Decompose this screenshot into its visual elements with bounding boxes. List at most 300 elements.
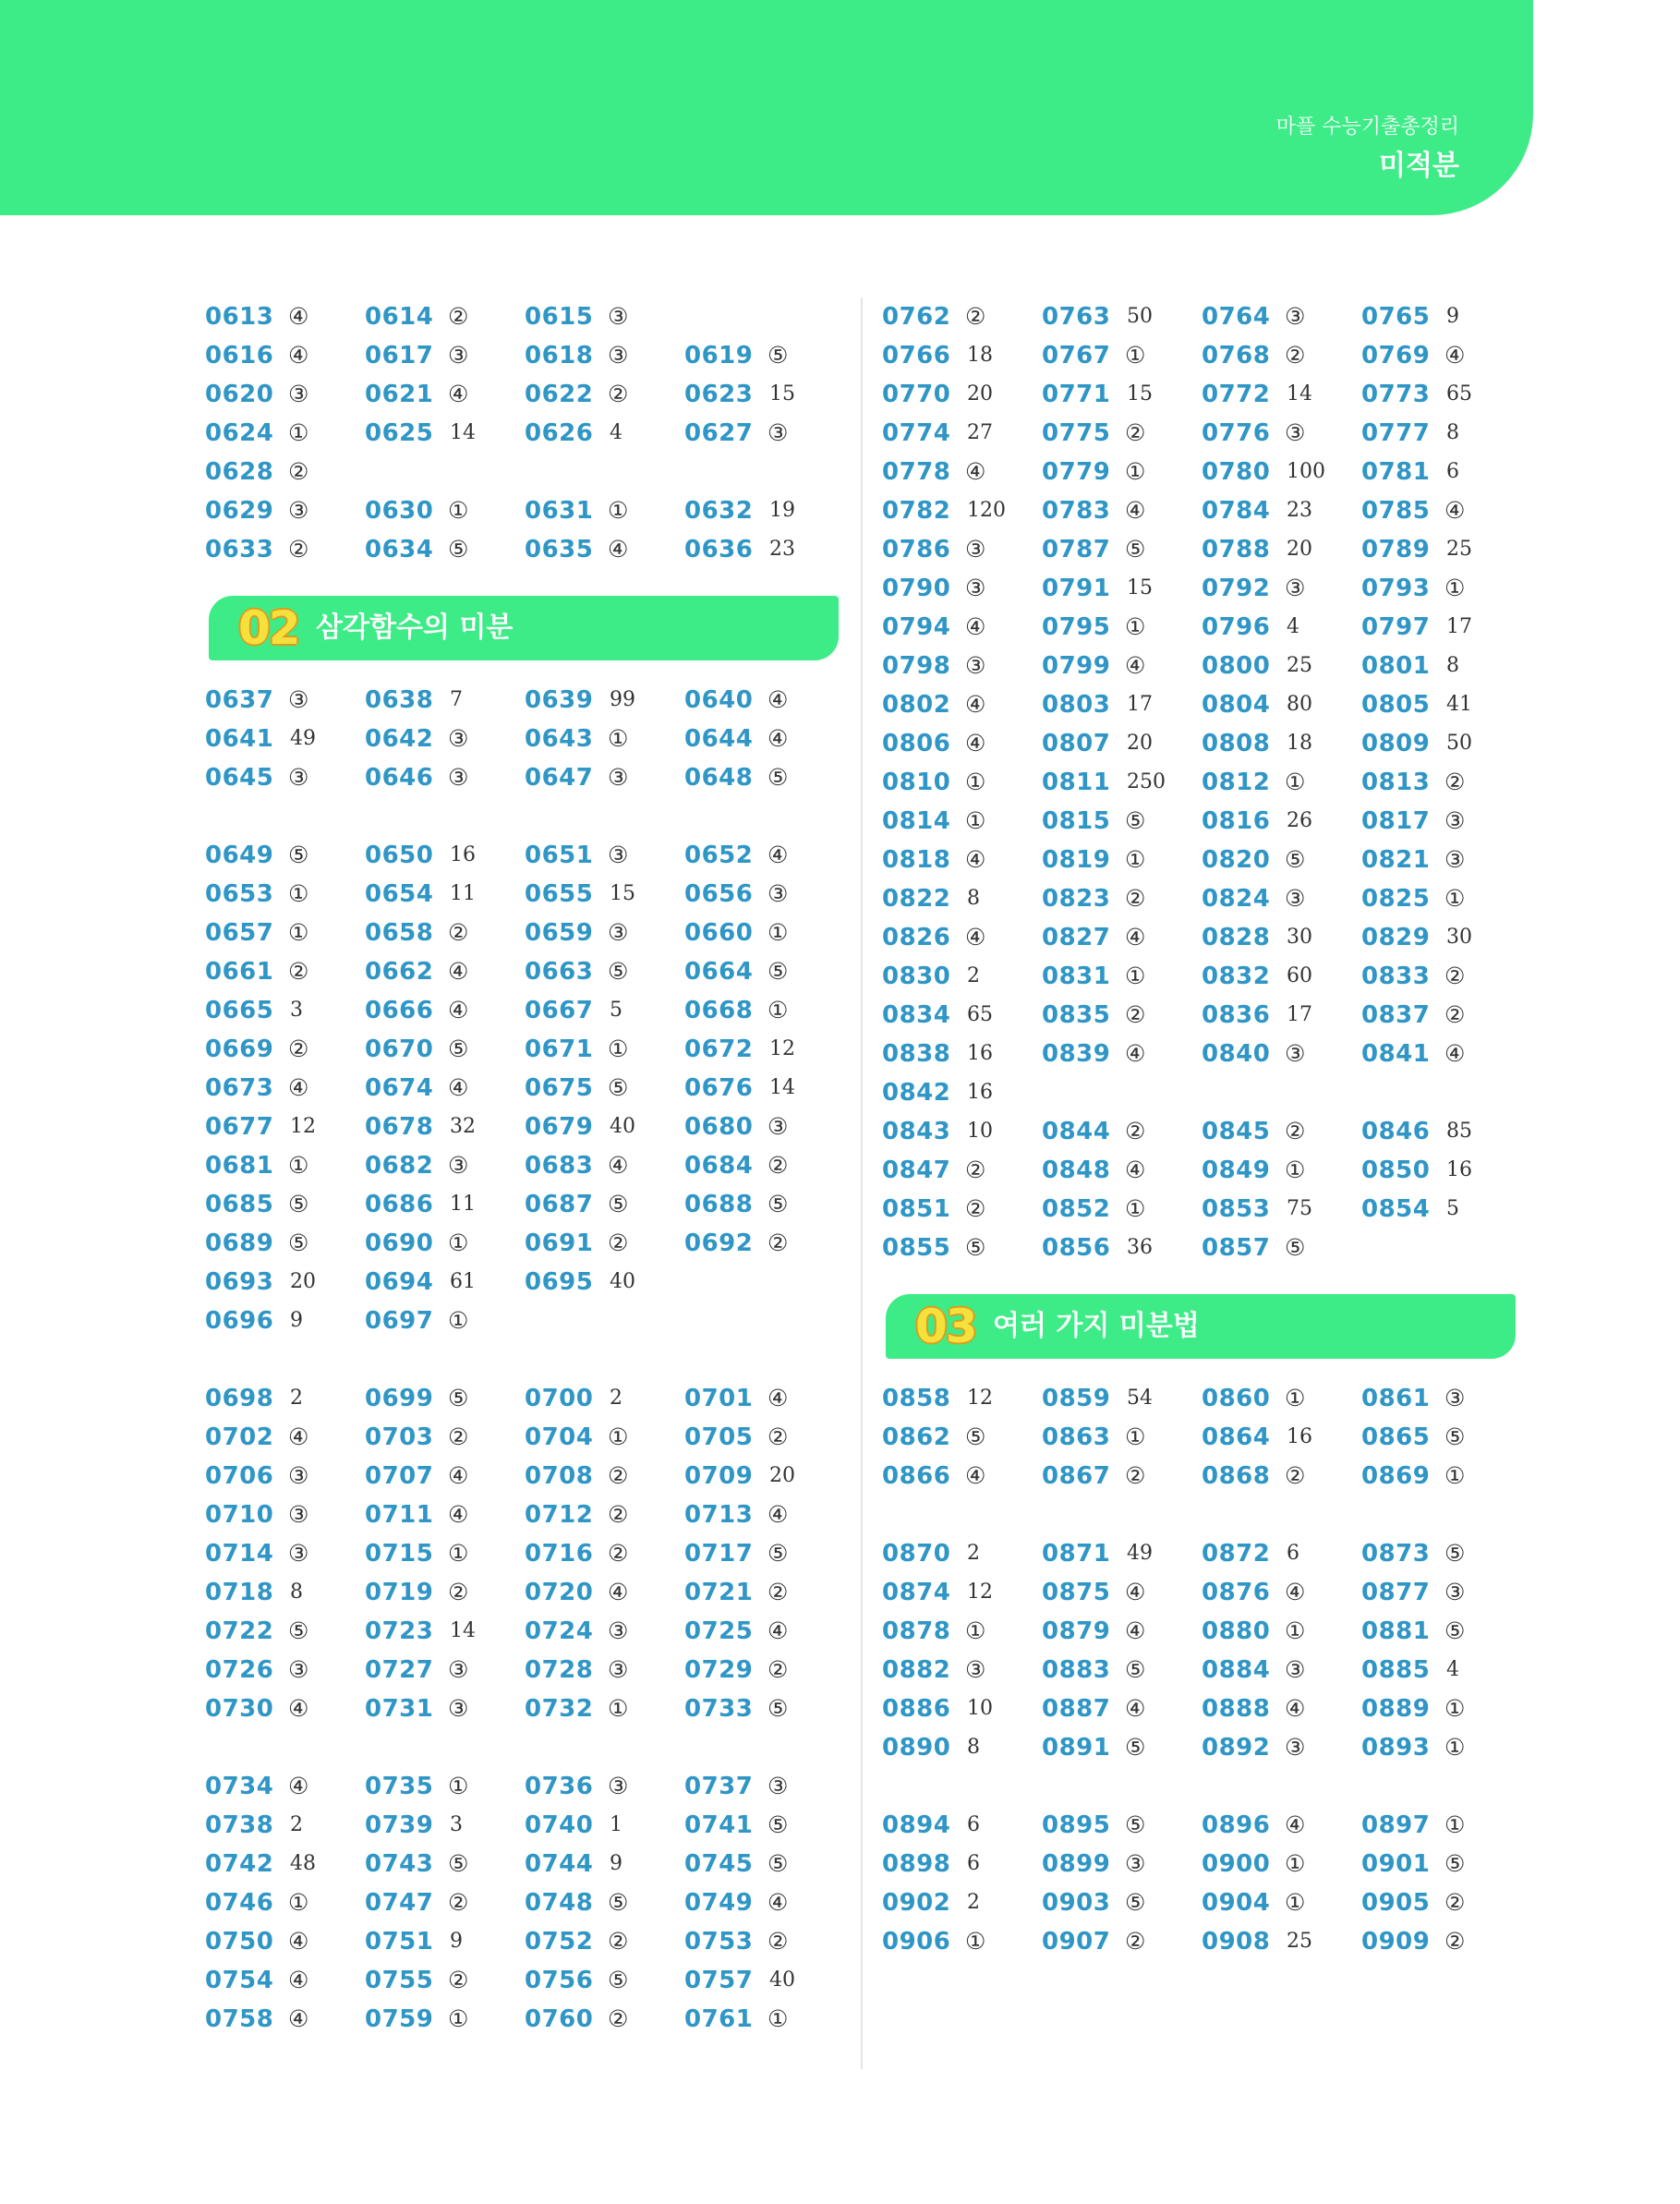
answer-entry bbox=[684, 1224, 844, 1263]
problem-number: 0841 bbox=[1361, 1040, 1431, 1068]
answer-row bbox=[882, 957, 1547, 996]
problem-number: 0733 bbox=[684, 1695, 754, 1723]
answer-value: ④ bbox=[448, 1074, 469, 1101]
answer-entry bbox=[1361, 569, 1521, 608]
answer-value: 65 bbox=[967, 1003, 993, 1026]
answer-entry bbox=[1361, 918, 1521, 957]
answer-value: ④ bbox=[448, 381, 469, 407]
answer-value: ③ bbox=[608, 919, 629, 946]
answer-entry bbox=[365, 1767, 525, 1806]
problem-number: 0682 bbox=[365, 1152, 434, 1180]
problem-number: 0904 bbox=[1202, 1889, 1271, 1917]
answer-row bbox=[882, 841, 1547, 879]
problem-number: 0639 bbox=[525, 686, 594, 714]
answer-row bbox=[882, 1651, 1547, 1689]
answer-entry bbox=[1361, 879, 1521, 918]
answer-entry bbox=[205, 1689, 365, 1728]
answer-value: ② bbox=[608, 381, 629, 407]
answer-value: ② bbox=[1444, 1928, 1466, 1955]
problem-number: 0824 bbox=[1202, 885, 1271, 913]
answer-value: 15 bbox=[769, 382, 795, 406]
problem-number: 0753 bbox=[684, 1928, 754, 1956]
answer-entry bbox=[365, 1689, 525, 1728]
answer-entry bbox=[365, 914, 525, 952]
problem-number: 0809 bbox=[1361, 730, 1431, 757]
answer-entry bbox=[882, 996, 1042, 1035]
answer-value: ② bbox=[288, 1035, 309, 1062]
problem-number: 0692 bbox=[684, 1229, 754, 1257]
answer-value: ④ bbox=[965, 613, 986, 640]
answer-entry bbox=[365, 952, 525, 991]
problem-number: 0699 bbox=[365, 1385, 434, 1412]
answer-value: ① bbox=[965, 1928, 986, 1955]
answer-row bbox=[205, 1767, 870, 1806]
answer-value: 16 bbox=[967, 1042, 993, 1065]
answer-value: ④ bbox=[767, 1501, 789, 1528]
answer-entry bbox=[1202, 297, 1361, 336]
answer-entry bbox=[882, 336, 1042, 375]
problem-number: 0718 bbox=[205, 1579, 274, 1606]
answer-entry bbox=[882, 1806, 1042, 1845]
answer-value: 20 bbox=[1127, 732, 1153, 755]
answer-entry bbox=[205, 491, 365, 530]
answer-entry bbox=[365, 1379, 525, 1418]
answer-value: 3 bbox=[290, 999, 303, 1022]
problem-number: 0771 bbox=[1042, 381, 1111, 408]
problem-number: 0641 bbox=[205, 725, 274, 753]
problem-number: 0656 bbox=[684, 880, 754, 908]
answer-entry bbox=[205, 952, 365, 991]
answer-value: ④ bbox=[288, 2005, 309, 2032]
answer-value: ② bbox=[608, 1928, 629, 1955]
answer-value: ① bbox=[608, 497, 629, 524]
answer-entry bbox=[1042, 336, 1202, 375]
answer-entry bbox=[525, 875, 684, 914]
answer-value: ① bbox=[1285, 1156, 1306, 1183]
problem-number: 0785 bbox=[1361, 497, 1431, 525]
answer-value: 14 bbox=[1287, 382, 1312, 406]
problem-number: 0735 bbox=[365, 1773, 434, 1800]
problem-number: 0749 bbox=[684, 1889, 754, 1917]
answer-entry bbox=[205, 1146, 365, 1185]
answer-row bbox=[882, 1418, 1547, 1457]
answer-value: 15 bbox=[1127, 382, 1153, 406]
answer-entry bbox=[1042, 414, 1202, 453]
answer-entry bbox=[525, 1185, 684, 1224]
answer-value: ② bbox=[1285, 1118, 1306, 1144]
problem-number: 0878 bbox=[882, 1617, 951, 1645]
problem-number: 0728 bbox=[525, 1656, 594, 1684]
problem-number: 0826 bbox=[882, 924, 951, 951]
answer-row bbox=[882, 375, 1547, 414]
problem-number: 0664 bbox=[684, 958, 754, 986]
answer-value: ④ bbox=[608, 536, 629, 563]
problem-number: 0726 bbox=[205, 1656, 274, 1684]
problem-number: 0745 bbox=[684, 1850, 754, 1878]
answer-value: ③ bbox=[965, 536, 986, 563]
problem-number: 0852 bbox=[1042, 1195, 1111, 1223]
answer-value: ② bbox=[1285, 342, 1306, 369]
answer-entry bbox=[684, 530, 844, 569]
problem-number: 0724 bbox=[525, 1617, 594, 1645]
answer-value: ③ bbox=[1285, 419, 1306, 446]
answer-row bbox=[882, 1806, 1547, 1845]
problem-number: 0780 bbox=[1202, 458, 1271, 486]
answer-value: 3 bbox=[450, 1813, 463, 1836]
answer-entry bbox=[1202, 453, 1361, 491]
answer-entry bbox=[1042, 1651, 1202, 1689]
answer-value: ⑤ bbox=[1285, 846, 1306, 873]
answer-row bbox=[882, 1151, 1547, 1190]
answer-row bbox=[205, 991, 870, 1030]
answer-entry bbox=[525, 1457, 684, 1496]
answer-value: ① bbox=[767, 919, 789, 946]
answer-value: ① bbox=[448, 497, 469, 524]
answer-value: ④ bbox=[767, 1385, 789, 1411]
answer-value: ⑤ bbox=[767, 1811, 789, 1838]
answer-entry bbox=[1042, 957, 1202, 996]
answer-value: ① bbox=[1125, 1195, 1146, 1222]
answer-value: ① bbox=[288, 419, 309, 446]
problem-number: 0748 bbox=[525, 1889, 594, 1917]
problem-number: 0717 bbox=[684, 1540, 754, 1568]
problem-number: 0840 bbox=[1202, 1040, 1271, 1068]
problem-number: 0723 bbox=[365, 1617, 434, 1645]
answer-value: ⑤ bbox=[448, 1035, 469, 1062]
problem-number: 0868 bbox=[1202, 1462, 1271, 1490]
answer-entry bbox=[1202, 1112, 1361, 1151]
answer-entry bbox=[1202, 608, 1361, 647]
answer-entry bbox=[1042, 1112, 1202, 1151]
answer-value: ④ bbox=[965, 691, 986, 718]
answer-entry bbox=[525, 1263, 684, 1302]
problem-number: 0622 bbox=[525, 381, 594, 408]
answer-entry bbox=[1361, 530, 1521, 569]
answer-entry bbox=[525, 914, 684, 952]
problem-number: 0616 bbox=[205, 342, 274, 369]
answer-value: 8 bbox=[1446, 654, 1459, 677]
problem-number: 0858 bbox=[882, 1385, 951, 1412]
answer-column-left bbox=[205, 297, 870, 2039]
problem-number: 0614 bbox=[365, 303, 434, 331]
section-header bbox=[886, 1294, 1516, 1359]
problem-number: 0817 bbox=[1361, 807, 1431, 835]
answer-entry bbox=[525, 720, 684, 758]
answer-value: ④ bbox=[288, 342, 309, 369]
answer-entry bbox=[1042, 1190, 1202, 1229]
problem-number: 0669 bbox=[205, 1035, 274, 1063]
answer-value: ⑤ bbox=[1444, 1423, 1466, 1450]
answer-value: ③ bbox=[965, 575, 986, 601]
answer-value: 40 bbox=[610, 1115, 635, 1138]
answer-value: ② bbox=[608, 1501, 629, 1528]
problem-number: 0627 bbox=[684, 419, 754, 447]
answer-entry bbox=[525, 1030, 684, 1069]
answer-value: ④ bbox=[288, 1695, 309, 1722]
answer-value: ② bbox=[448, 919, 469, 946]
answer-entry bbox=[205, 1379, 365, 1418]
answer-value: ③ bbox=[1285, 885, 1306, 912]
answer-entry bbox=[365, 414, 525, 453]
answer-value: 5 bbox=[610, 999, 622, 1022]
answer-entry bbox=[525, 1573, 684, 1612]
answer-entry bbox=[1042, 1845, 1202, 1883]
answer-entry bbox=[882, 414, 1042, 453]
answer-row bbox=[882, 1845, 1547, 1883]
answer-row bbox=[882, 608, 1547, 647]
answer-entry bbox=[365, 530, 525, 569]
problem-number: 0746 bbox=[205, 1889, 274, 1917]
problem-number: 0645 bbox=[205, 764, 274, 792]
answer-row bbox=[882, 685, 1547, 724]
problem-number: 0667 bbox=[525, 997, 594, 1024]
problem-number: 0690 bbox=[365, 1229, 434, 1257]
answer-value: ④ bbox=[608, 1579, 629, 1605]
answer-entry bbox=[525, 1845, 684, 1883]
answer-entry bbox=[684, 1379, 844, 1418]
answer-value: ② bbox=[767, 1656, 789, 1683]
problem-number: 0855 bbox=[882, 1234, 951, 1262]
answer-value: ② bbox=[448, 1967, 469, 1993]
problem-number: 0734 bbox=[205, 1773, 274, 1800]
problem-number: 0730 bbox=[205, 1695, 274, 1723]
answer-value: 6 bbox=[967, 1852, 980, 1875]
answer-value: ① bbox=[1125, 613, 1146, 640]
problem-number: 0872 bbox=[1202, 1540, 1271, 1568]
problem-number: 0725 bbox=[684, 1617, 754, 1645]
answer-entry bbox=[684, 836, 844, 875]
answer-entry bbox=[882, 1612, 1042, 1651]
answer-value: ⑤ bbox=[767, 1695, 789, 1722]
answer-value: ① bbox=[1285, 1850, 1306, 1877]
answer-value: ③ bbox=[448, 1152, 469, 1179]
subject-title: 미적분 bbox=[1379, 150, 1459, 182]
answer-entry bbox=[1042, 841, 1202, 879]
answer-entry bbox=[365, 1418, 525, 1457]
problem-number: 0662 bbox=[365, 958, 434, 986]
answer-entry bbox=[365, 1224, 525, 1263]
answer-value: 2 bbox=[967, 1542, 980, 1565]
answer-row bbox=[205, 720, 870, 758]
answer-row bbox=[882, 1073, 1547, 1112]
problem-number: 0820 bbox=[1202, 846, 1271, 874]
answer-entry bbox=[1202, 1418, 1361, 1457]
answer-entry bbox=[205, 1883, 365, 1922]
problem-number: 0632 bbox=[684, 497, 754, 525]
answer-entry bbox=[1042, 491, 1202, 530]
answer-value: ④ bbox=[965, 1462, 986, 1489]
answer-entry bbox=[525, 836, 684, 875]
problem-number: 0864 bbox=[1202, 1423, 1271, 1451]
answer-value: ⑤ bbox=[288, 842, 309, 868]
answer-value: ⑤ bbox=[767, 1850, 789, 1877]
answer-entry bbox=[882, 1112, 1042, 1151]
answer-value: 40 bbox=[769, 1968, 795, 1992]
problem-number: 0853 bbox=[1202, 1195, 1271, 1223]
answer-entry bbox=[365, 720, 525, 758]
answer-value: 50 bbox=[1446, 732, 1472, 755]
answer-entry bbox=[1202, 685, 1361, 724]
answer-entry bbox=[205, 1069, 365, 1108]
problem-number: 0647 bbox=[525, 764, 594, 792]
answer-value: ⑤ bbox=[448, 1850, 469, 1877]
problem-number: 0618 bbox=[525, 342, 594, 369]
answer-row bbox=[205, 1845, 870, 1883]
section-header bbox=[209, 596, 839, 660]
problem-number: 0801 bbox=[1361, 652, 1431, 680]
answer-value: 99 bbox=[610, 688, 635, 711]
answer-value: ① bbox=[608, 1423, 629, 1450]
answer-value: ① bbox=[288, 880, 309, 907]
answer-value: ① bbox=[448, 1229, 469, 1256]
answer-row bbox=[882, 647, 1547, 685]
answer-entry bbox=[1202, 1379, 1361, 1418]
answer-entry bbox=[1361, 841, 1521, 879]
answer-entry bbox=[525, 1534, 684, 1573]
problem-number: 0688 bbox=[684, 1191, 754, 1218]
problem-number: 0628 bbox=[205, 458, 274, 486]
problem-number: 0650 bbox=[365, 842, 434, 869]
answer-row bbox=[205, 530, 870, 569]
answer-entry bbox=[365, 1534, 525, 1573]
problem-number: 0799 bbox=[1042, 652, 1111, 680]
problem-number: 0777 bbox=[1361, 419, 1431, 447]
answer-entry bbox=[1202, 957, 1361, 996]
answer-value: 17 bbox=[1287, 1003, 1312, 1026]
problem-number: 0761 bbox=[684, 2005, 754, 2033]
problem-number: 0789 bbox=[1361, 536, 1431, 563]
answer-entry bbox=[1202, 724, 1361, 763]
answer-entry bbox=[1042, 569, 1202, 608]
problem-number: 0715 bbox=[365, 1540, 434, 1568]
answer-value: ② bbox=[1125, 1462, 1146, 1489]
answer-row bbox=[205, 1883, 870, 1922]
problem-number: 0751 bbox=[365, 1928, 434, 1956]
problem-number: 0681 bbox=[205, 1152, 274, 1180]
problem-number: 0677 bbox=[205, 1113, 274, 1141]
problem-number: 0673 bbox=[205, 1074, 274, 1102]
problem-number: 0869 bbox=[1361, 1462, 1431, 1490]
answer-entry bbox=[365, 491, 525, 530]
answer-value: ⑤ bbox=[1285, 1234, 1306, 1261]
answer-value: ③ bbox=[288, 497, 309, 524]
answer-entry bbox=[882, 1534, 1042, 1573]
answer-value: 23 bbox=[769, 538, 795, 561]
answer-row bbox=[882, 1728, 1547, 1767]
problem-number: 0678 bbox=[365, 1113, 434, 1141]
problem-number: 0870 bbox=[882, 1540, 951, 1568]
answer-value: ③ bbox=[1285, 1656, 1306, 1683]
answer-row bbox=[205, 1263, 870, 1302]
answer-value: 80 bbox=[1287, 693, 1312, 716]
problem-number: 0743 bbox=[365, 1850, 434, 1878]
answer-entry bbox=[1202, 763, 1361, 802]
answer-row bbox=[205, 952, 870, 991]
answer-entry bbox=[882, 1883, 1042, 1922]
answer-entry bbox=[525, 1224, 684, 1263]
answer-entry bbox=[1361, 1922, 1521, 1961]
answer-row bbox=[205, 414, 870, 453]
answer-row bbox=[205, 1302, 870, 1340]
problem-number: 0893 bbox=[1361, 1734, 1431, 1762]
answer-entry bbox=[205, 1457, 365, 1496]
answer-value: ① bbox=[448, 1773, 469, 1799]
answer-entry bbox=[684, 1030, 844, 1069]
answer-value: ③ bbox=[448, 342, 469, 369]
answer-value: ③ bbox=[448, 725, 469, 752]
problem-number: 0827 bbox=[1042, 924, 1111, 951]
answer-row bbox=[205, 1651, 870, 1689]
answer-entry bbox=[1202, 879, 1361, 918]
answer-row bbox=[882, 724, 1547, 763]
answer-value: ① bbox=[965, 769, 986, 795]
answer-value: ② bbox=[1444, 963, 1466, 989]
answer-value: ④ bbox=[1285, 1695, 1306, 1722]
answer-entry bbox=[1202, 1845, 1361, 1883]
answer-entry bbox=[684, 952, 844, 991]
answer-value: 49 bbox=[290, 727, 316, 750]
answer-value: 20 bbox=[967, 382, 993, 406]
answer-entry bbox=[684, 1961, 844, 2000]
answer-value: 65 bbox=[1446, 382, 1472, 406]
answer-entry bbox=[684, 414, 844, 453]
answer-entry bbox=[365, 1457, 525, 1496]
problem-number: 0873 bbox=[1361, 1540, 1431, 1568]
answer-value: ② bbox=[1125, 1928, 1146, 1955]
problem-number: 0906 bbox=[882, 1928, 951, 1956]
answer-row bbox=[882, 879, 1547, 918]
answer-entry bbox=[1042, 530, 1202, 569]
answer-entry bbox=[1202, 1229, 1361, 1267]
answer-entry bbox=[684, 681, 844, 720]
problem-number: 0613 bbox=[205, 303, 274, 331]
answer-entry bbox=[1361, 1612, 1521, 1651]
answer-entry bbox=[1202, 1457, 1361, 1496]
answer-entry bbox=[1202, 1035, 1361, 1073]
answer-entry bbox=[205, 414, 365, 453]
problem-number: 0698 bbox=[205, 1385, 274, 1412]
answer-value: ① bbox=[608, 1035, 629, 1062]
answer-value: ③ bbox=[608, 842, 629, 868]
answer-entry bbox=[1202, 1612, 1361, 1651]
answer-entry bbox=[1042, 1418, 1202, 1457]
answer-entry bbox=[684, 1883, 844, 1922]
answer-entry bbox=[1202, 375, 1361, 414]
answer-value: ④ bbox=[1285, 1811, 1306, 1838]
answer-entry bbox=[525, 1379, 684, 1418]
problem-number: 0813 bbox=[1361, 769, 1431, 796]
answer-value: 61 bbox=[450, 1270, 476, 1293]
answer-value: ③ bbox=[1285, 1734, 1306, 1761]
answer-row bbox=[205, 1069, 870, 1108]
answer-value: ④ bbox=[288, 1967, 309, 1993]
answer-entry bbox=[684, 1767, 844, 1806]
answer-entry bbox=[684, 375, 844, 414]
problem-number: 0631 bbox=[525, 497, 594, 525]
answer-value: 6 bbox=[1446, 460, 1459, 483]
answer-entry bbox=[525, 491, 684, 530]
answer-entry bbox=[1042, 879, 1202, 918]
answer-entry bbox=[365, 1922, 525, 1961]
answer-value: ① bbox=[767, 2005, 789, 2032]
problem-number: 0652 bbox=[684, 842, 754, 869]
answer-value: ④ bbox=[288, 1074, 309, 1101]
answer-entry bbox=[525, 1496, 684, 1534]
answer-value: ④ bbox=[965, 924, 986, 951]
problem-number: 0674 bbox=[365, 1074, 434, 1102]
problem-number: 0832 bbox=[1202, 963, 1271, 990]
answer-value: 2 bbox=[967, 964, 980, 987]
